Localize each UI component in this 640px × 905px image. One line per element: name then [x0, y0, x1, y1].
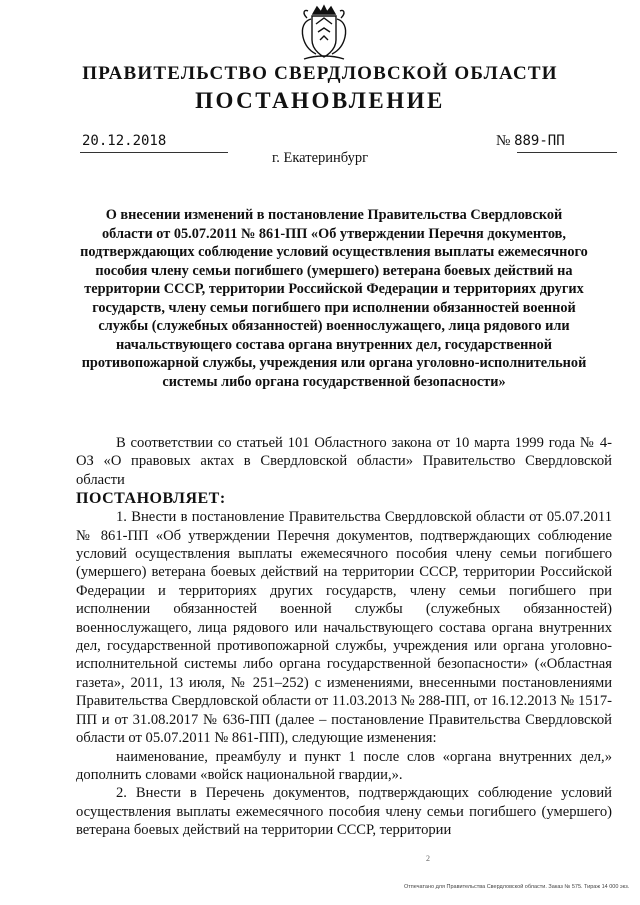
resolves-heading: ПОСТАНОВЛЯЕТ: [76, 490, 226, 508]
paragraph-1: 1. Внести в постановление Правительства Свердловской области от 05.07.2011 № 861-ПП «Об утверждении Перечня документов, подтверждающих соблюдение условий осуществления выплаты ежемесячного пособия члену семьи погибшего (умершего) ветерана боевых действий на территории СССР, территории Российской Федерации и территориях других государств, члену семьи погибшего при исполнении обязанностей военной службы (служебных обязанностей) военнослужащего, лица рядового или начальствующего состава органа внутренних дел, государственной противопожарной службы, учреждения или органа уголовно-исполнительной системы либо органа государственной безопасности» («Областная газета», 2011, 13 июля, № 251–252) с изменениями, внесенными постановлениями Правительства Свердловской области от 11.03.2013 № 288-ПП, от 16.12.2013 № 1517-ПП и от 31.08.2017 № 636-ПП (далее – постановление Правительства Свердловской области от 05.07.2011 № 861-ПП), следующие изменения: [76, 509, 612, 747]
decree-title: О внесении изменений в постановление Правительства Свердловской области от 05.07.2011 № 861-ПП «Об утверждении Перечня документов, подтверждающих соблюдение условий осуществления выплаты ежемесячного пособия члену семьи погибшего (умершего) ветерана боевых действий на территории СССР, территории Российской Федерации и территориях других государств, члену семьи погибшего при исполнении обязанностей военной службы (служебных обязанностей) военнослужащего, лица рядового или начальствующего состава органа внутренних дел, государственной противопожарной службы, учреждения или органа уголовно-исполнительной системы либо органа государственной безопасности» [80, 207, 588, 390]
intro-paragraph: В соответствии со статьей 101 Областного закона от 10 марта 1999 года № 4-ОЗ «О правовых актах в Свердловской области» Правительство Свердловской области [76, 435, 612, 488]
city: г. Екатеринбург [271, 150, 369, 166]
government-name: ПРАВИТЕЛЬСТВО СВЕРДЛОВСКОЙ ОБЛАСТИ [82, 63, 558, 84]
document-type: ПОСТАНОВЛЕНИЕ [195, 88, 445, 113]
number-prefix: № [496, 133, 511, 149]
paragraph-2: 2. Внести в Перечень документов, подтверждающих соблюдение условий осуществления выплаты ежемесячного пособия члену семьи погибшего (умершего) ветерана боевых действий на территории СССР, территории [76, 785, 612, 839]
decree-date: 20.12.2018 [82, 133, 167, 149]
paragraph-1-sub: наименование, преамбулу и пункт 1 после слов «органа внутренних дел,» дополнить словами «войск национальной гвардии,». [76, 748, 612, 783]
page-number: 2 [426, 854, 430, 863]
number-value: 889-ПП [514, 133, 565, 149]
decree-body [76, 434, 612, 840]
coat-of-arms-icon [298, 4, 350, 62]
decree-number [496, 133, 565, 150]
printing-note: Отпечатано для Правительства Свердловской области. Заказ № 575. Тираж 14 000 экз. [404, 884, 630, 890]
